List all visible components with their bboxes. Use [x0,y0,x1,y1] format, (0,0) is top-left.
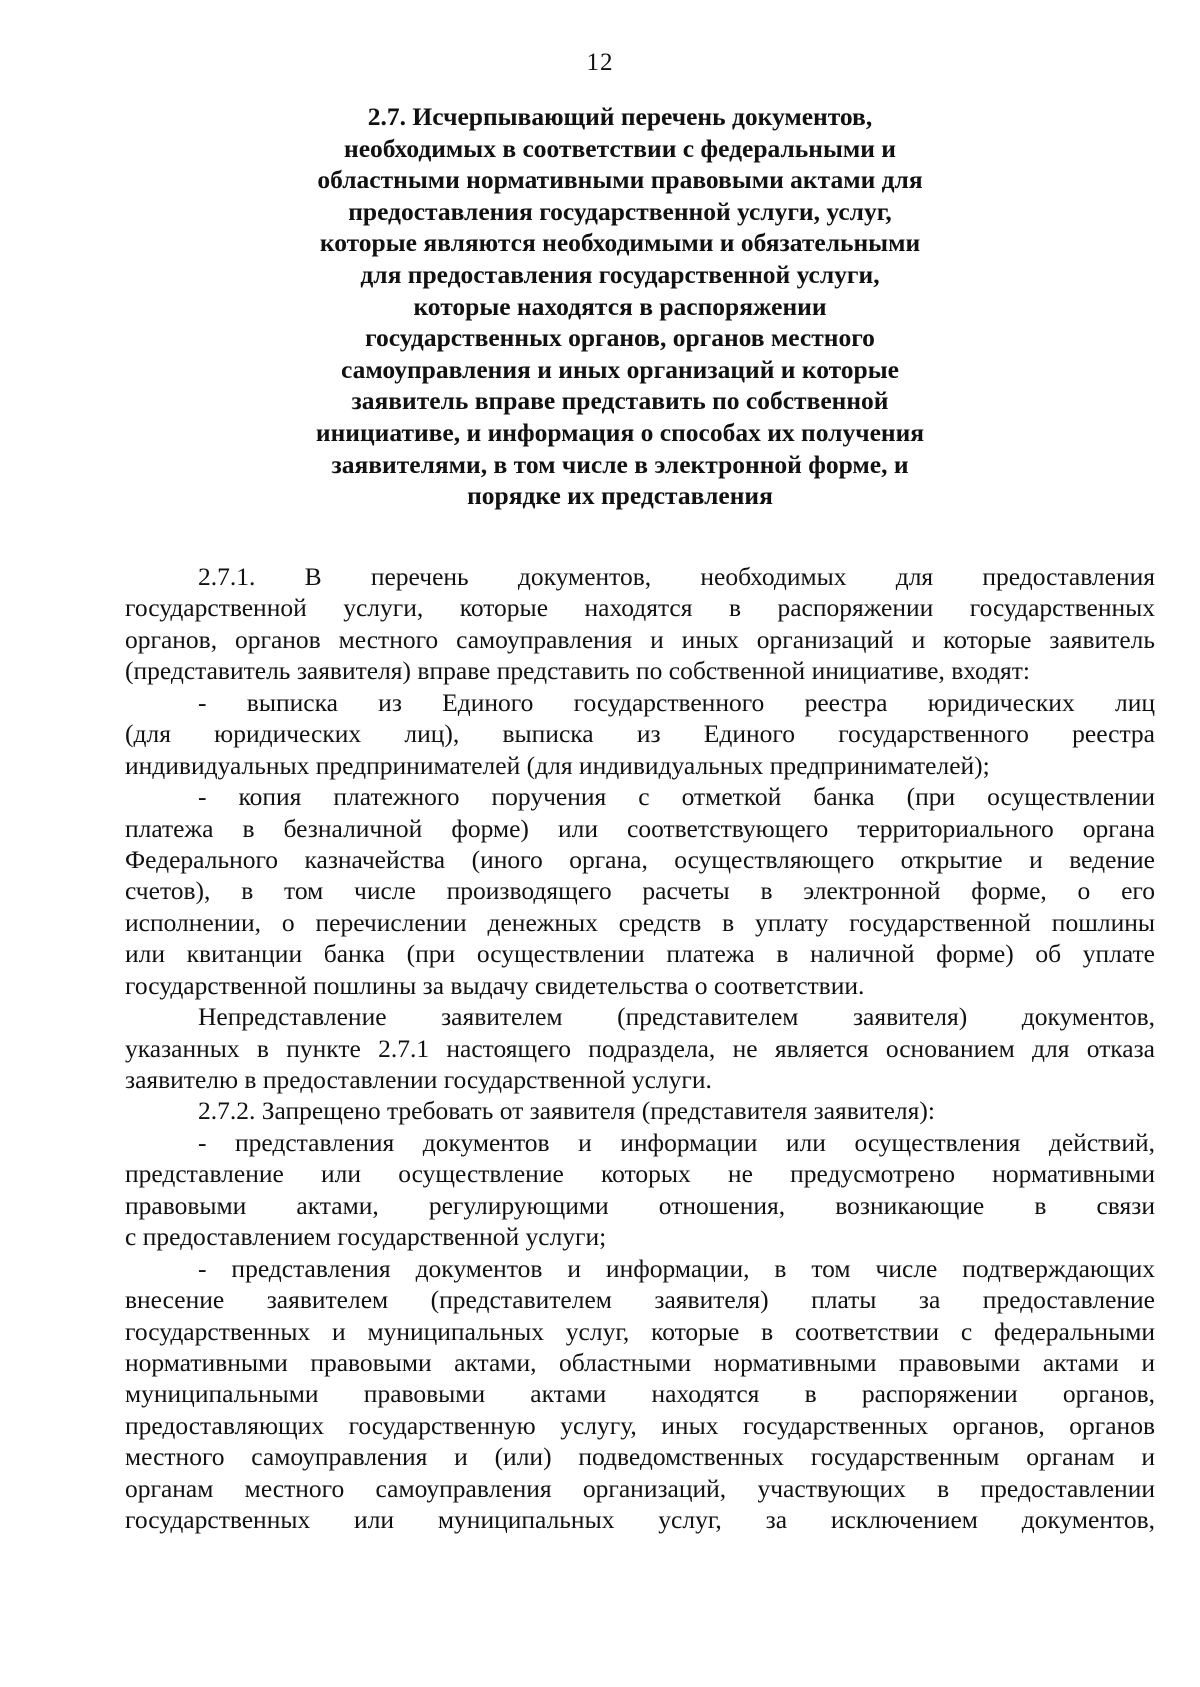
heading-line: 2.7. Исчерпывающий перечень документов, [367,102,873,131]
body-line: внесение заявителем (представителем заявителя) платы за предоставление [125,1285,1155,1315]
body-line: государственных и муниципальных услуг, которые в соответствии с федеральными [125,1316,1155,1346]
section-heading [250,101,990,512]
body-line: предоставляющих государственную услугу, иных государственных органов, органов [125,1410,1155,1440]
body-text [125,561,1155,1536]
heading-line: порядке их представления [467,481,773,511]
body-line: 2.7.1. В перечень документов, необходимых для предоставления [198,562,1155,591]
body-line: - выписка из Единого государственного реестра юридических лиц [198,687,1155,717]
heading-line: самоуправления и иных организаций и которые [341,354,899,384]
body-line: государственных или муниципальных услуг, за исключением документов, [125,1505,1155,1535]
heading-line: областными нормативными правовыми актами для [317,165,923,195]
body-line: с предоставлением государственной услуги; [125,1222,607,1252]
body-line: Непредставление заявителем (представителем заявителя) документов, [198,1002,1155,1032]
body-line: счетов), в том числе производящего расчеты в электронной форме, о его [125,876,1155,906]
heading-line: необходимых в соответствии с федеральными и [344,133,896,163]
body-line: или квитанции банка (при осуществлении платежа в наличной форме) об уплате [125,939,1155,969]
body-line: органам местного самоуправления организаций, участвующих в предоставлении [125,1473,1155,1503]
body-line: - копия платежного поручения с отметкой банка (при осуществлении [198,782,1155,812]
body-line: (представитель заявителя) вправе представить по собственной инициативе, входят: [125,656,1030,686]
body-line: государственной услуги, которые находятся в распоряжении государственных [125,593,1155,623]
heading-line: заявителями, в том числе в электронной форме, и [331,449,909,479]
heading-line: государственных органов, органов местного [365,323,875,353]
body-line: указанных в пункте 2.7.1 настоящего подраздела, не является основанием для отказа [125,1033,1155,1063]
heading-line: заявитель вправе представить по собственной [351,386,889,416]
body-line: 2.7.2. Запрещено требовать от заявителя (представителя заявителя): [198,1096,935,1126]
body-line: органов, органов местного самоуправления и иных организаций и которые заявитель [125,624,1155,654]
heading-line: которые находятся в распоряжении [413,291,827,321]
heading-line: для предоставления государственной услуги, [360,259,880,289]
body-line: - представления документов и информации, в том числе подтверждающих [198,1253,1155,1283]
body-line: Федерального казначейства (иного органа, осуществляющего открытие и ведение [125,844,1155,874]
body-line: представление или осуществление которых не предусмотрено нормативными [125,1159,1155,1189]
body-line: индивидуальных предпринимателей (для индивидуальных предпринимателей); [125,750,990,780]
body-line: муниципальными правовыми актами находятся в распоряжении органов, [125,1379,1155,1409]
body-line: нормативными правовыми актами, областными нормативными правовыми актами и [125,1347,1155,1377]
heading-line: которые являются необходимыми и обязательными [319,228,921,258]
body-line: заявителю в предоставлении государственной услуги. [125,1065,712,1094]
body-line: правовыми актами, регулирующими отношения, возникающие в связи [125,1190,1155,1220]
body-line: платежа в безналичной форме) или соответствующего территориального органа [125,813,1155,843]
body-line: исполнении, о перечислении денежных средств в уплату государственной пошлины [125,907,1155,937]
body-line: местного самоуправления и (или) подведомственных государственным органам и [125,1442,1155,1472]
body-line: государственной пошлины за выдачу свидетельства о соответствии. [125,970,865,1000]
heading-line: инициативе, и информация о способах их получения [315,417,925,447]
body-line: - представления документов и информации или осуществления действий, [198,1127,1155,1157]
body-line: (для юридических лиц), выписка из Единого государственного реестра [125,719,1155,749]
page-number: 12 [586,49,614,76]
heading-line: предоставления государственной услуги, услуг, [348,196,892,226]
